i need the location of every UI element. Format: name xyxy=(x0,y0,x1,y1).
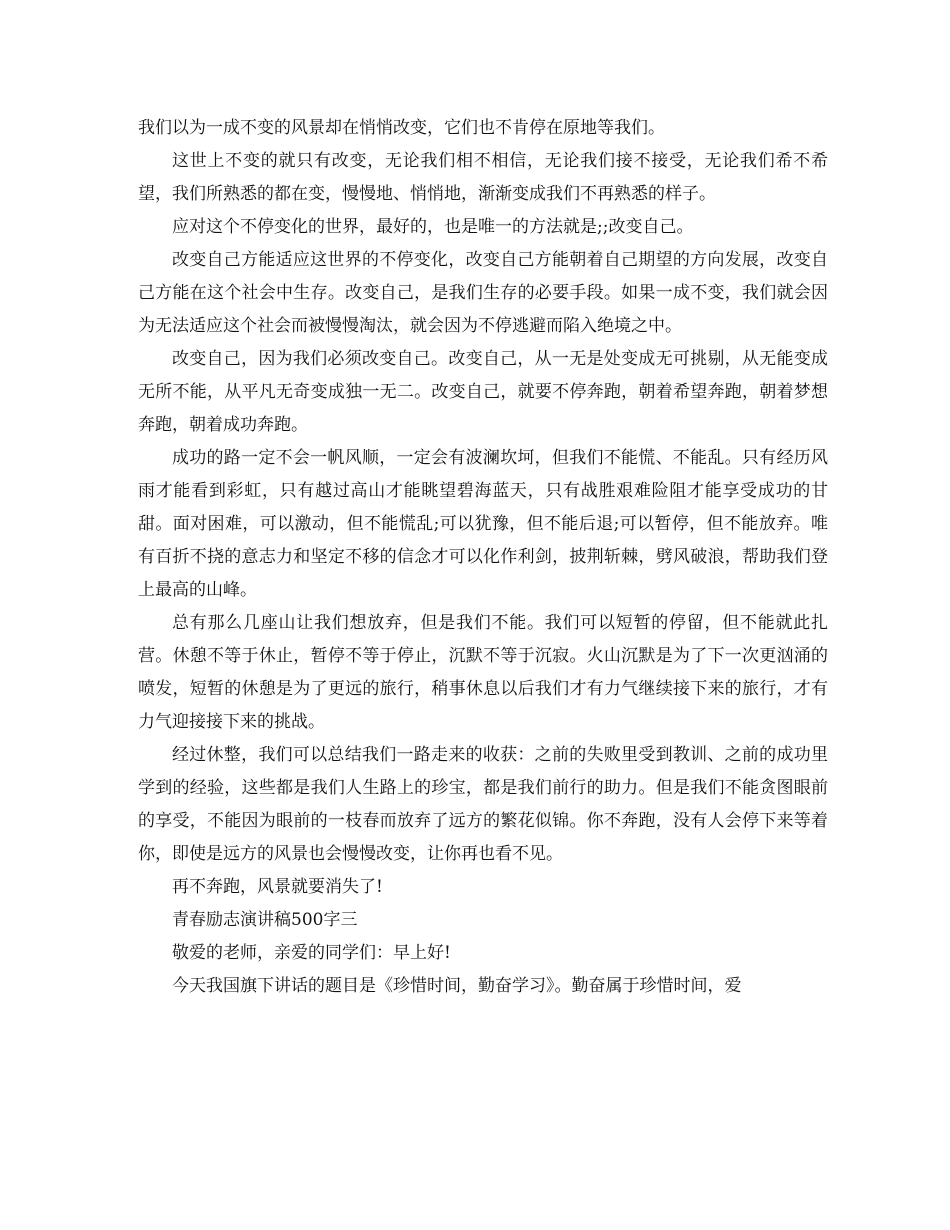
paragraph-6: 成功的路一定不会一帆风顺，一定会有波澜坎坷，但我们不能慌、不能乱。只有经历风雨才能看到彩虹，只有越过高山才能眺望碧海蓝天，只有战胜艰难险阻才能享受成功的甘甜。面对困难，可以激动，但不能慌乱;可以犹豫，但不能后退;可以暂停，但不能放弃。唯有百折不挠的意志力和坚定不移的信念才可以化作利剑，披荆斩棘，劈风破浪，帮助我们登上最高的山峰。 xyxy=(138,448,828,600)
paragraph-8: 经过休整，我们可以总结我们一路走来的收获：之前的失败里受到教训、之前的成功里学到的经验，这些都是我们人生路上的珍宝，都是我们前行的助力。但是我们不能贪图眼前的享受，不能因为眼前的一枝春而放弃了远方的繁花似锦。你不奔跑，没有人会停下来等着你，即使是远方的风景也会慢慢改变，让你再也看不见。 xyxy=(138,745,828,864)
paragraph-5: 改变自己，因为我们必须改变自己。改变自己，从一无是处变成无可挑剔，从无能变成无所不能，从平凡无奇变成独一无二。改变自己，就要不停奔跑，朝着希望奔跑，朝着梦想奔跑，朝着成功奔跑。 xyxy=(138,349,828,435)
paragraph-12: 今天我国旗下讲话的题目是《珍惜时间，勤奋学习》。勤奋属于珍惜时间，爱 xyxy=(172,976,742,996)
greeting-line: 敬爱的老师，亲爱的同学们：早上好! xyxy=(172,943,451,963)
paragraph-4: 改变自己方能适应这世界的不停变化，改变自己方能朝着自己期望的方向发展，改变自己方能在这个社会中生存。改变自己，是我们生存的必要手段。如果一成不变，我们就会因为无法适应这个社会而被慢慢淘汰，就会因为不停逃避而陷入绝境之中。 xyxy=(138,250,828,336)
paragraph-7: 总有那么几座山让我们想放弃，但是我们不能。我们可以短暂的停留，但不能就此扎营。休憩不等于休止，暂停不等于停止，沉默不等于沉寂。火山沉默是为了下一次更汹涌的喷发，短暂的休憩是为了更远的旅行，稍事休息以后我们才有力气继续接下来的旅行，才有力气迎接接下来的挑战。 xyxy=(138,613,828,732)
paragraph-9: 再不奔跑，风景就要消失了! xyxy=(172,877,383,897)
section-heading: 青春励志演讲稿500字三 xyxy=(172,910,358,930)
document-body xyxy=(138,112,828,1003)
paragraph-1: 我们以为一成不变的风景却在悄悄改变，它们也不肯停在原地等我们。 xyxy=(138,118,665,138)
paragraph-2: 这世上不变的就只有改变，无论我们相不相信，无论我们接不接受，无论我们希不希望，我们所熟悉的都在变，慢慢地、悄悄地，渐渐变成我们不再熟悉的样子。 xyxy=(138,151,828,204)
paragraph-3: 应对这个不停变化的世界，最好的，也是唯一的方法就是;;改变自己。 xyxy=(172,217,694,237)
